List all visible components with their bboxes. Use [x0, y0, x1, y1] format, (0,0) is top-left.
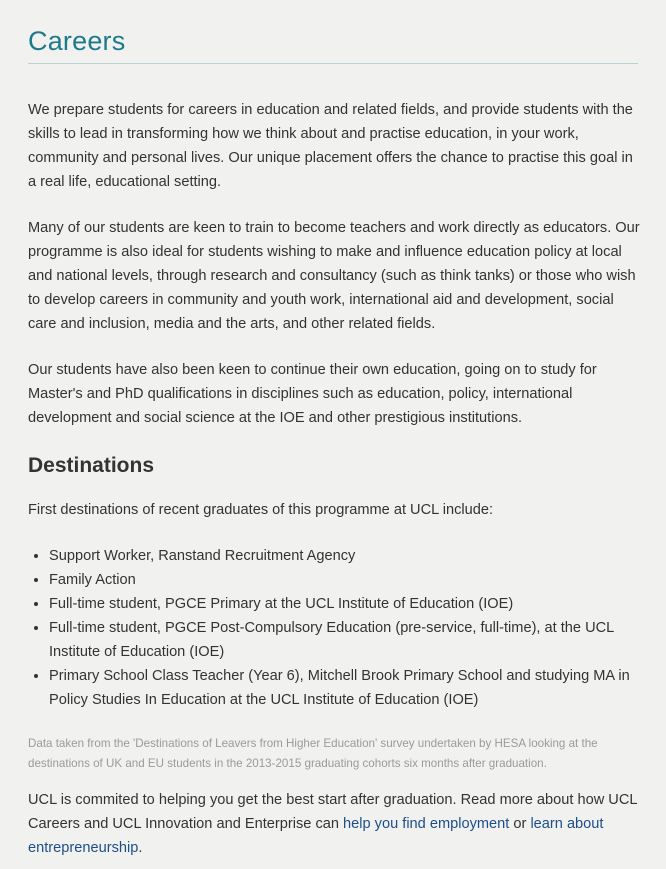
footer-text-between: or: [509, 816, 531, 832]
list-item: • Full-time student, PGCE Primary at the UCL Institute of Education (IOE): [49, 592, 641, 616]
destinations-heading: Destinations: [28, 454, 155, 477]
destinations-list: [28, 544, 641, 712]
data-source-note: Data taken from the 'Destinations of Leavers from Higher Education' survey undertaken by HESA looking at the destinations of UK and EU students in the 2013-2015 graduating cohorts six months after graduation.: [28, 737, 598, 770]
footer-text-after: .: [138, 840, 143, 856]
footer-paragraph: [28, 788, 640, 860]
entrepreneurship-link[interactable]: learn about entrepreneurship: [28, 816, 604, 856]
list-item: • Support Worker, Ranstand Recruitment Agency: [49, 544, 641, 568]
find-employment-link[interactable]: help you find employment: [343, 816, 510, 832]
intro-paragraph-1: We prepare students for careers in education and related fields, and provide students with the skills to lead in transforming how we think about and practise education, in your work, community and personal lives. Our unique placement offers the chance to practise this goal in a real life, educational setting.: [28, 102, 633, 190]
title-divider: [28, 63, 638, 64]
intro-paragraph-2: Many of our students are keen to train to become teachers and work directly as educators. Our programme is also ideal for students wishing to make and influence education policy at local and national levels, through research and consultancy (such as think tanks) or those who wish to develop careers in community and youth work, international aid and development, social care and inclusion, media and the arts, and other related fields.: [28, 220, 640, 332]
page-title: Careers: [28, 26, 126, 56]
list-item: • Primary School Class Teacher (Year 6), Mitchell Brook Primary School and studying MA in Policy Studies In Education at the UCL Institute of Education (IOE): [49, 664, 641, 712]
intro-paragraph-3: Our students have also been keen to continue their own education, going on to study for Master's and PhD qualifications in disciplines such as education, policy, international development and social science at the IOE and other prestigious institutions.: [28, 362, 597, 426]
list-item: • Family Action: [49, 568, 641, 592]
list-item: • Full-time student, PGCE Post-Compulsory Education (pre-service, full-time), at the UCL Institute of Education (IOE): [49, 616, 641, 664]
footer-text-before: UCL is commited to helping you get the best start after graduation. Read more about how UCL Careers and UCL Innovation and Enterprise can: [28, 792, 637, 832]
destinations-intro: First destinations of recent graduates of this programme at UCL include:: [28, 502, 494, 518]
